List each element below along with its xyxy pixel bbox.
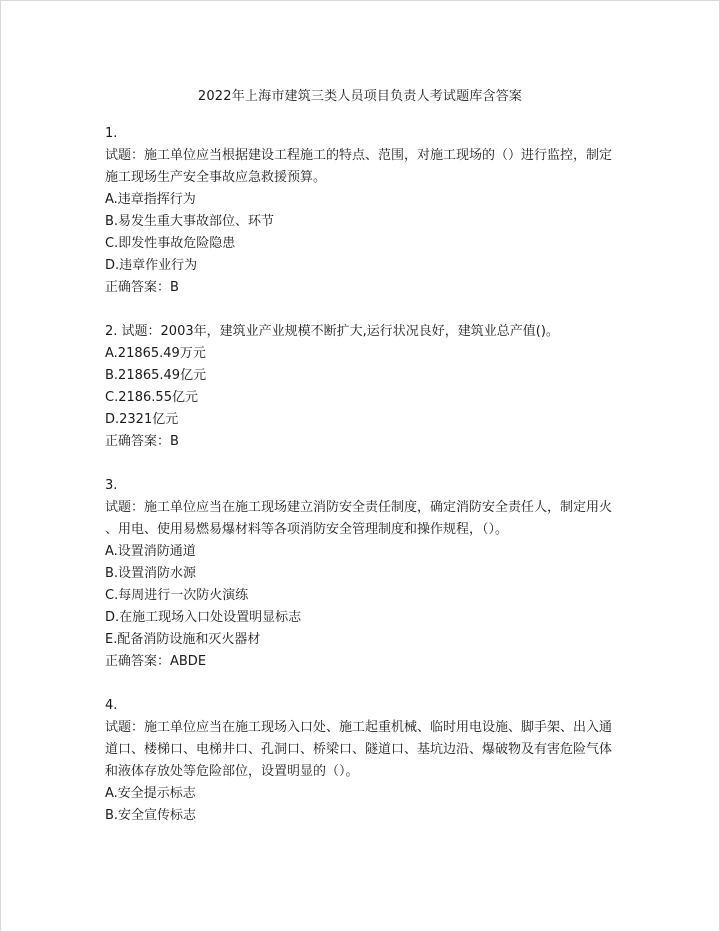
option-d: D.2321亿元	[105, 412, 179, 427]
answer: 正确答案：ABDE	[105, 654, 207, 669]
option-c: C.2186.55亿元	[105, 390, 198, 405]
option-b: B.21865.49亿元	[105, 368, 207, 383]
question-number: 4.	[105, 698, 118, 713]
option-a: A.21865.49万元	[105, 346, 206, 361]
option-b: B.安全宣传标志	[105, 808, 197, 823]
spacer	[105, 299, 615, 321]
option-e: E.配备消防设施和灭火器材	[105, 632, 261, 647]
option-a: A.设置消防通道	[105, 544, 196, 559]
question-stem-line: 试题：施工单位应当根据建设工程施工的特点、范围，对施工现场的（）进行监控，制定	[105, 148, 613, 163]
option-d: D.在施工现场入口处设置明显标志	[105, 610, 302, 625]
question-number: 3.	[105, 478, 118, 493]
question-stem-line: 道口、楼梯口、电梯井口、孔洞口、桥梁口、隧道口、基坑边沿、爆破物及有害危险气体	[105, 742, 613, 757]
document-title: 2022年上海市建筑三类人员项目负责人考试题库含答案	[197, 89, 523, 104]
question-stem-line: 和液体存放处等危险部位，设置明显的（）。	[105, 764, 359, 779]
question-list	[105, 123, 615, 827]
question-stem-line: 、用电、使用易燃易爆材料等各项消防安全管理制度和操作规程，（）。	[105, 522, 509, 537]
question-stem-line: 试题：施工单位应当在施工现场入口处、施工起重机械、临时用电设施、脚手架、出入通	[105, 720, 613, 735]
spacer	[105, 673, 615, 695]
question-2	[105, 321, 615, 453]
option-b: B.设置消防水源	[105, 566, 197, 581]
option-c: C.即发性事故危险隐患	[105, 236, 236, 251]
answer: 正确答案：B	[105, 280, 179, 295]
question-stem-line: 试题：施工单位应当在施工现场建立消防安全责任制度，确定消防安全责任人，制定用火	[105, 500, 613, 515]
spacer	[105, 453, 615, 475]
option-d: D.违章作业行为	[105, 258, 198, 273]
option-a: A.安全提示标志	[105, 786, 196, 801]
question-1	[105, 123, 615, 299]
answer: 正确答案：B	[105, 434, 179, 449]
option-a: A.违章指挥行为	[105, 192, 196, 207]
question-stem-line: 2. 试题：2003年，建筑业产业规模不断扩大,运行状况良好，建筑业总产值()。	[105, 324, 559, 339]
question-number: 1.	[105, 126, 118, 141]
option-c: C.每周进行一次防火演练	[105, 588, 249, 603]
question-stem-line: 施工现场生产安全事故应急救援预算。	[105, 170, 327, 185]
question-4	[105, 695, 615, 827]
question-3	[105, 475, 615, 673]
option-b: B.易发生重大事故部位、环节	[105, 214, 275, 229]
